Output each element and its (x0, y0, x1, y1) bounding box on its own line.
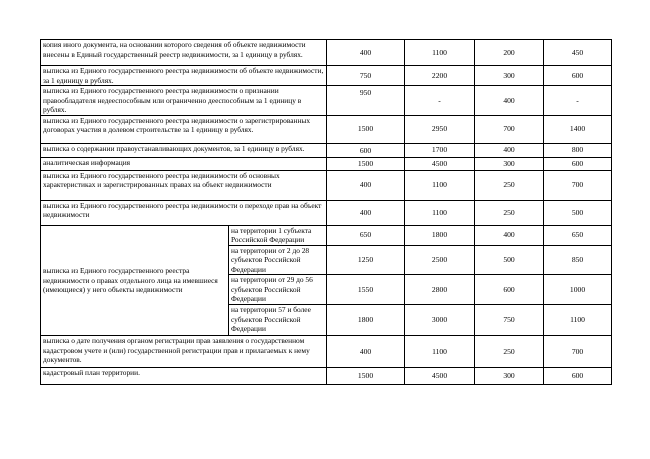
fee-value: 250 (475, 200, 544, 225)
table-row (41, 157, 612, 170)
fee-value: 3000 (405, 305, 475, 336)
fee-value: 700 (544, 336, 612, 368)
fee-value: 600 (544, 157, 612, 170)
table-row (41, 66, 612, 86)
fee-value: - (405, 86, 475, 116)
table-row (41, 200, 612, 225)
fee-value: 400 (475, 143, 544, 157)
fee-value: 300 (475, 66, 544, 86)
fee-value: 200 (475, 40, 544, 66)
fee-value: 1400 (544, 115, 612, 143)
fee-value: 1800 (327, 305, 405, 336)
fee-value: 750 (475, 305, 544, 336)
fee-value: 2500 (405, 245, 475, 275)
territory-label: на территории 1 субъекта Российской Федерации (229, 225, 327, 245)
table-row (41, 368, 612, 385)
fee-value: 800 (544, 143, 612, 157)
service-description: аналитическая информация (41, 157, 327, 170)
fee-value: 600 (475, 275, 544, 305)
service-description: выписка из Единого государственного реестра недвижимости об основных характеристиках и зарегистрированных правах на объект недвижимости (41, 170, 327, 200)
territory-label: на территории 57 и более субъектов Российской Федерации (229, 305, 327, 336)
fee-value: 400 (327, 200, 405, 225)
table-row (41, 143, 612, 157)
fee-value: 500 (544, 200, 612, 225)
fee-value: 4500 (405, 157, 475, 170)
fee-value: 1000 (544, 275, 612, 305)
fee-value: 1800 (405, 225, 475, 245)
fee-value: 300 (475, 368, 544, 385)
fee-value: 950 (327, 86, 405, 116)
fee-value: 2200 (405, 66, 475, 86)
fee-value: 1500 (327, 368, 405, 385)
fee-value: 1500 (327, 115, 405, 143)
fee-value: 400 (475, 86, 544, 116)
fee-value: 2950 (405, 115, 475, 143)
territory-label: на территории от 29 до 56 субъектов Российской Федерации (229, 275, 327, 305)
fee-value: 1700 (405, 143, 475, 157)
fee-value: 850 (544, 245, 612, 275)
service-description: копия иного документа, на основании которого сведения об объекте недвижимости внесены в Единый государственный реестр недвижимости, за 1 единицу в рублях. (41, 40, 327, 66)
fee-value: 4500 (405, 368, 475, 385)
fee-value: 2800 (405, 275, 475, 305)
service-description: кадастровый план территории. (41, 368, 327, 385)
table-row (41, 170, 612, 200)
service-description: выписка о дате получения органом регистрации прав заявления о государственном кадастровом учете и (или) государственной регистрации прав и прилагаемых к нему документов. (41, 336, 327, 368)
fee-value: 600 (327, 143, 405, 157)
fee-value: 750 (327, 66, 405, 86)
table-row (41, 115, 612, 143)
service-description: выписка из Единого государственного реестра недвижимости о признании правообладателя недееспособным или ограниченно дееспособным за 1 единицу в рублях. (41, 86, 327, 116)
service-description: выписка из Единого государственного реестра недвижимости о правах отдельного лица на имевшиеся (имеющиеся) у него объекты недвижимости (41, 225, 229, 336)
fee-table (40, 39, 612, 385)
fee-value: 1100 (405, 40, 475, 66)
fee-value: 1100 (405, 170, 475, 200)
fee-value: 300 (475, 157, 544, 170)
service-description: выписка о содержании правоустанавливающих документов, за 1 единицу в рублях. (41, 143, 327, 157)
fee-value: 400 (327, 336, 405, 368)
territory-label: на территории от 2 до 28 субъектов Российской Федерации (229, 245, 327, 275)
service-description: выписка из Единого государственного реестра недвижимости о переходе прав на объект недвижимости (41, 200, 327, 225)
fee-value: 1100 (544, 305, 612, 336)
fee-value: 650 (327, 225, 405, 245)
table-row (41, 86, 612, 116)
table-row (41, 336, 612, 368)
fee-value: 400 (327, 40, 405, 66)
fee-value: 400 (475, 225, 544, 245)
fee-value: 250 (475, 170, 544, 200)
fee-value: 500 (475, 245, 544, 275)
fee-value: 400 (327, 170, 405, 200)
fee-value: 600 (544, 368, 612, 385)
fee-table-body (41, 40, 612, 385)
fee-value: 450 (544, 40, 612, 66)
fee-value: 700 (475, 115, 544, 143)
fee-value: 1100 (405, 336, 475, 368)
fee-value: - (544, 86, 612, 116)
fee-value: 1550 (327, 275, 405, 305)
service-description: выписка из Единого государственного реестра недвижимости об объекте недвижимости, за 1 единицу в рублях. (41, 66, 327, 86)
table-row (41, 40, 612, 66)
fee-value: 700 (544, 170, 612, 200)
fee-value: 650 (544, 225, 612, 245)
fee-value: 1250 (327, 245, 405, 275)
service-description: выписка из Единого государственного реестра недвижимости о зарегистрированных договорах участия в долевом строительстве за 1 единицу в рублях. (41, 115, 327, 143)
fee-value: 1500 (327, 157, 405, 170)
table-row (41, 225, 612, 245)
fee-value: 600 (544, 66, 612, 86)
fee-value: 1100 (405, 200, 475, 225)
fee-value: 250 (475, 336, 544, 368)
